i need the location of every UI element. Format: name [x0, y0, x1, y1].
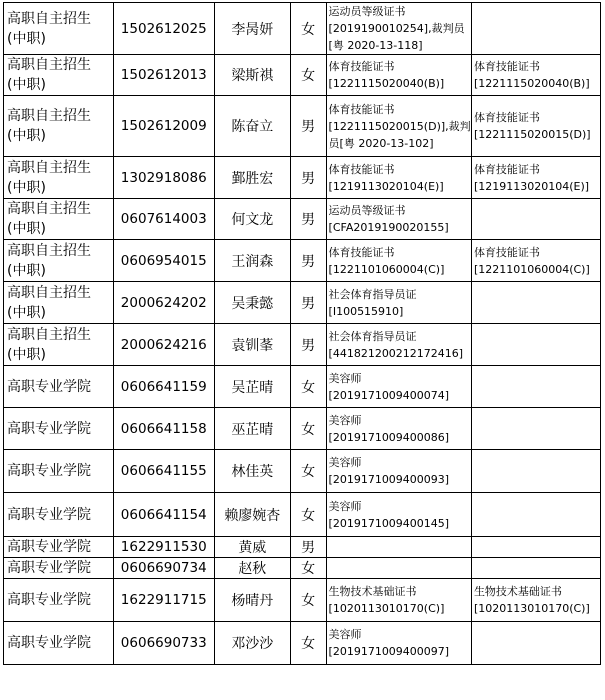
- certificate-2-cell: [471, 622, 600, 665]
- admission-type-cell: [4, 579, 114, 622]
- certificate-cell-line: 运动员等级证书: [328, 204, 406, 217]
- certificate-2-cell: [471, 199, 600, 240]
- gender-cell: 男: [290, 282, 326, 324]
- student-name-cell: 林佳英: [214, 450, 290, 493]
- student-name-cell: 赖廖婉杏: [214, 493, 290, 537]
- certificate-2-cell-line: 体育技能证书: [473, 60, 540, 73]
- certificate-2-cell-line: [1020113010170(C)]: [473, 602, 590, 615]
- admission-type-cell-line: 高职专业学院: [7, 378, 91, 395]
- certificate-2-cell: [471, 450, 600, 493]
- gender-cell: 女: [290, 579, 326, 622]
- admission-type-cell: [4, 493, 114, 537]
- student-name-cell: 邓沙沙: [214, 622, 290, 665]
- table-row: [4, 157, 601, 199]
- certificate-cell-line: [CFA2019190020155]: [328, 221, 449, 234]
- admission-type-cell-line: 高职专业学院: [7, 463, 91, 479]
- certificate-2-cell: [471, 55, 600, 96]
- admission-type-cell-line: 高职自主招生: [7, 10, 91, 27]
- admission-type-cell-line: 高职自主招生: [7, 159, 91, 176]
- gender-cell: 男: [290, 199, 326, 240]
- admission-type-cell-line: (中职): [7, 221, 46, 237]
- admission-type-cell-line: 高职自主招生: [7, 201, 91, 217]
- table-row: [4, 537, 601, 558]
- certificate-cell-line: [1221115020040(B)]: [328, 77, 445, 90]
- admission-type-cell-line: 高职专业学院: [7, 420, 91, 437]
- student-name-cell: 赵秋: [214, 558, 290, 579]
- certificate-2-cell-line: 体育技能证书: [473, 245, 540, 259]
- admission-type-cell-line: 高职专业学院: [7, 506, 91, 523]
- student-id-cell: 2000624216: [113, 324, 214, 366]
- student-name-cell: 巫芷晴: [214, 408, 290, 450]
- certificate-2-cell-line: [1221101060004(C)]: [473, 262, 590, 276]
- gender-cell: 男: [290, 157, 326, 199]
- admission-type-cell-line: (中职): [7, 304, 46, 321]
- admission-type-cell: [4, 558, 114, 579]
- certificate-cell: [326, 199, 471, 240]
- certificate-cell-line: [1219113020104(E)]: [328, 179, 444, 193]
- certificate-2-cell: [471, 282, 600, 324]
- certificate-cell-line: [2019171009400097]: [328, 645, 450, 658]
- admission-type-cell-line: (中职): [7, 262, 46, 279]
- certificate-2-cell-line: [1221115020015(D)]: [473, 128, 591, 141]
- certificate-2-cell-line: 生物技术基础证书: [473, 585, 562, 598]
- student-id-cell: 0606641154: [113, 493, 214, 537]
- student-id-cell: 1502612009: [113, 96, 214, 157]
- admission-type-cell: [4, 537, 114, 558]
- certificate-cell-line: [1221101060004(C)]: [328, 262, 445, 276]
- student-id-cell: 1622911715: [113, 579, 214, 622]
- student-name-cell: 何文龙: [214, 199, 290, 240]
- certificate-cell: [326, 579, 471, 622]
- admission-type-cell-line: 高职自主招生: [7, 57, 91, 73]
- table-row: [4, 450, 601, 493]
- gender-cell: 女: [290, 622, 326, 665]
- student-name-cell: 李昺妍: [214, 3, 290, 55]
- table-row: [4, 366, 601, 408]
- student-name-cell: 吴芷晴: [214, 366, 290, 408]
- certificate-cell-line: [1221115020015(D)],裁判: [328, 119, 471, 133]
- gender-cell: 女: [290, 366, 326, 408]
- gender-cell: 女: [290, 493, 326, 537]
- certificate-cell-line: 运动员等级证书: [328, 5, 406, 18]
- table-row: [4, 579, 601, 622]
- certificate-2-cell: [471, 579, 600, 622]
- admission-type-cell-line: 高职自主招生: [7, 242, 91, 259]
- certificate-cell: [326, 558, 471, 579]
- certificate-2-cell: [471, 558, 600, 579]
- admission-type-cell-line: (中职): [7, 77, 46, 93]
- gender-cell: 女: [290, 55, 326, 96]
- student-id-cell: 0606641158: [113, 408, 214, 450]
- certificate-cell-line: [2019171009400086]: [328, 430, 450, 444]
- student-name-cell: 袁钏莑: [214, 324, 290, 366]
- student-name-cell: 黄威: [214, 537, 290, 558]
- student-name-cell: 王润森: [214, 240, 290, 282]
- certificate-cell: [326, 324, 471, 366]
- admission-type-cell-line: (中职): [7, 128, 46, 144]
- admission-type-cell-line: (中职): [7, 30, 46, 47]
- certificate-cell-line: [I100515910]: [328, 304, 404, 318]
- student-name-cell: 吴秉懿: [214, 282, 290, 324]
- certificate-cell-line: 社会体育指导员证: [328, 287, 417, 301]
- certificate-cell-line: 体育技能证书: [328, 245, 395, 259]
- certificate-cell: [326, 537, 471, 558]
- admission-type-cell: [4, 96, 114, 157]
- certificate-cell-line: 美容师: [328, 371, 362, 385]
- admission-type-cell: [4, 157, 114, 199]
- certificate-cell: [326, 55, 471, 96]
- student-id-cell: 0606641159: [113, 366, 214, 408]
- admission-type-cell-line: (中职): [7, 179, 46, 196]
- certificate-cell: [326, 3, 471, 55]
- certificate-2-cell: [471, 537, 600, 558]
- student-id-cell: 1502612025: [113, 3, 214, 55]
- certificate-cell-line: 美容师: [328, 628, 362, 641]
- table-row: [4, 282, 601, 324]
- admission-type-cell-line: (中职): [7, 346, 46, 363]
- gender-cell: 男: [290, 537, 326, 558]
- certificate-cell-line: 美容师: [328, 413, 362, 427]
- certificate-2-cell: [471, 324, 600, 366]
- certificate-cell: [326, 240, 471, 282]
- table-row: [4, 622, 601, 665]
- certificate-cell: [326, 157, 471, 199]
- gender-cell: 女: [290, 450, 326, 493]
- certificate-2-cell: [471, 240, 600, 282]
- student-id-cell: 0606954015: [113, 240, 214, 282]
- certificate-cell-line: [2019190010254],裁判员: [328, 22, 465, 35]
- certificate-cell-line: [441821200212172416]: [328, 346, 464, 360]
- certificate-2-cell-line: [1221115020040(B)]: [473, 77, 590, 90]
- table-row: [4, 558, 601, 579]
- admission-type-cell: [4, 324, 114, 366]
- certificate-2-cell: [471, 408, 600, 450]
- certificate-2-cell: [471, 3, 600, 55]
- certificate-cell: [326, 282, 471, 324]
- certificate-cell-line: [2019171009400093]: [328, 473, 450, 486]
- admission-type-cell: [4, 55, 114, 96]
- certificate-cell-line: 体育技能证书: [328, 60, 395, 73]
- student-id-cell: 1502612013: [113, 55, 214, 96]
- student-id-cell: 1302918086: [113, 157, 214, 199]
- certificate-cell: [326, 96, 471, 157]
- table-row: [4, 199, 601, 240]
- student-id-cell: 0607614003: [113, 199, 214, 240]
- certificate-cell: [326, 622, 471, 665]
- table-row: [4, 55, 601, 96]
- table-row: [4, 96, 601, 157]
- table-row: [4, 324, 601, 366]
- table-row: [4, 240, 601, 282]
- admission-type-cell-line: 高职专业学院: [7, 635, 91, 651]
- admission-type-cell-line: 高职专业学院: [7, 539, 91, 555]
- certificate-2-cell: [471, 366, 600, 408]
- certificate-cell-line: 美容师: [328, 456, 362, 469]
- admission-type-cell: [4, 622, 114, 665]
- certificate-cell-line: 美容师: [328, 499, 362, 513]
- gender-cell: 女: [290, 408, 326, 450]
- gender-cell: 男: [290, 240, 326, 282]
- student-name-cell: 梁斯祺: [214, 55, 290, 96]
- admission-type-cell: [4, 366, 114, 408]
- certificate-2-cell-line: 体育技能证书: [473, 111, 540, 124]
- student-id-cell: 0606690734: [113, 558, 214, 579]
- admission-table-body: [4, 3, 601, 665]
- gender-cell: 男: [290, 96, 326, 157]
- certificate-2-cell: [471, 493, 600, 537]
- admission-type-cell-line: 高职自主招生: [7, 284, 91, 301]
- certificate-cell-line: 体育技能证书: [328, 162, 395, 176]
- certificate-2-cell: [471, 96, 600, 157]
- certificate-cell: [326, 493, 471, 537]
- gender-cell: 男: [290, 324, 326, 366]
- admission-type-cell: [4, 282, 114, 324]
- student-name-cell: 鄞胜宏: [214, 157, 290, 199]
- gender-cell: 女: [290, 558, 326, 579]
- admission-type-cell: [4, 408, 114, 450]
- certificate-cell-line: [2019171009400074]: [328, 388, 450, 402]
- student-name-cell: 杨晴丹: [214, 579, 290, 622]
- certificate-2-cell-line: [1219113020104(E)]: [473, 179, 590, 193]
- admission-type-cell: [4, 240, 114, 282]
- admission-type-cell-line: 高职专业学院: [7, 592, 91, 608]
- certificate-cell-line: 体育技能证书: [328, 102, 395, 116]
- certificate-cell-line: 社会体育指导员证: [328, 329, 417, 343]
- admission-type-cell: [4, 199, 114, 240]
- certificate-cell: [326, 408, 471, 450]
- student-id-cell: 1622911530: [113, 537, 214, 558]
- certificate-cell-line: [2019171009400145]: [328, 516, 450, 530]
- certificate-cell-line: [1020113010170(C)]: [328, 602, 445, 615]
- certificate-cell-line: 生物技术基础证书: [328, 585, 417, 598]
- student-id-cell: 0606641155: [113, 450, 214, 493]
- certificate-cell: [326, 450, 471, 493]
- certificate-2-cell-line: 体育技能证书: [473, 162, 540, 176]
- certificate-cell-line: [粤 2020-13-118]: [328, 39, 423, 52]
- admission-table: [3, 2, 601, 665]
- certificate-cell: [326, 366, 471, 408]
- certificate-2-cell: [471, 157, 600, 199]
- admission-type-cell-line: 高职专业学院: [7, 560, 91, 576]
- admission-type-cell: [4, 450, 114, 493]
- certificate-cell-line: 员[粤 2020-13-102]: [328, 136, 434, 150]
- table-row: [4, 493, 601, 537]
- table-row: [4, 3, 601, 55]
- gender-cell: 女: [290, 3, 326, 55]
- admission-type-cell-line: 高职自主招生: [7, 326, 91, 343]
- admission-type-cell-line: 高职自主招生: [7, 108, 91, 124]
- table-row: [4, 408, 601, 450]
- student-id-cell: 2000624202: [113, 282, 214, 324]
- admission-type-cell: [4, 3, 114, 55]
- student-name-cell: 陈奋立: [214, 96, 290, 157]
- student-id-cell: 0606690733: [113, 622, 214, 665]
